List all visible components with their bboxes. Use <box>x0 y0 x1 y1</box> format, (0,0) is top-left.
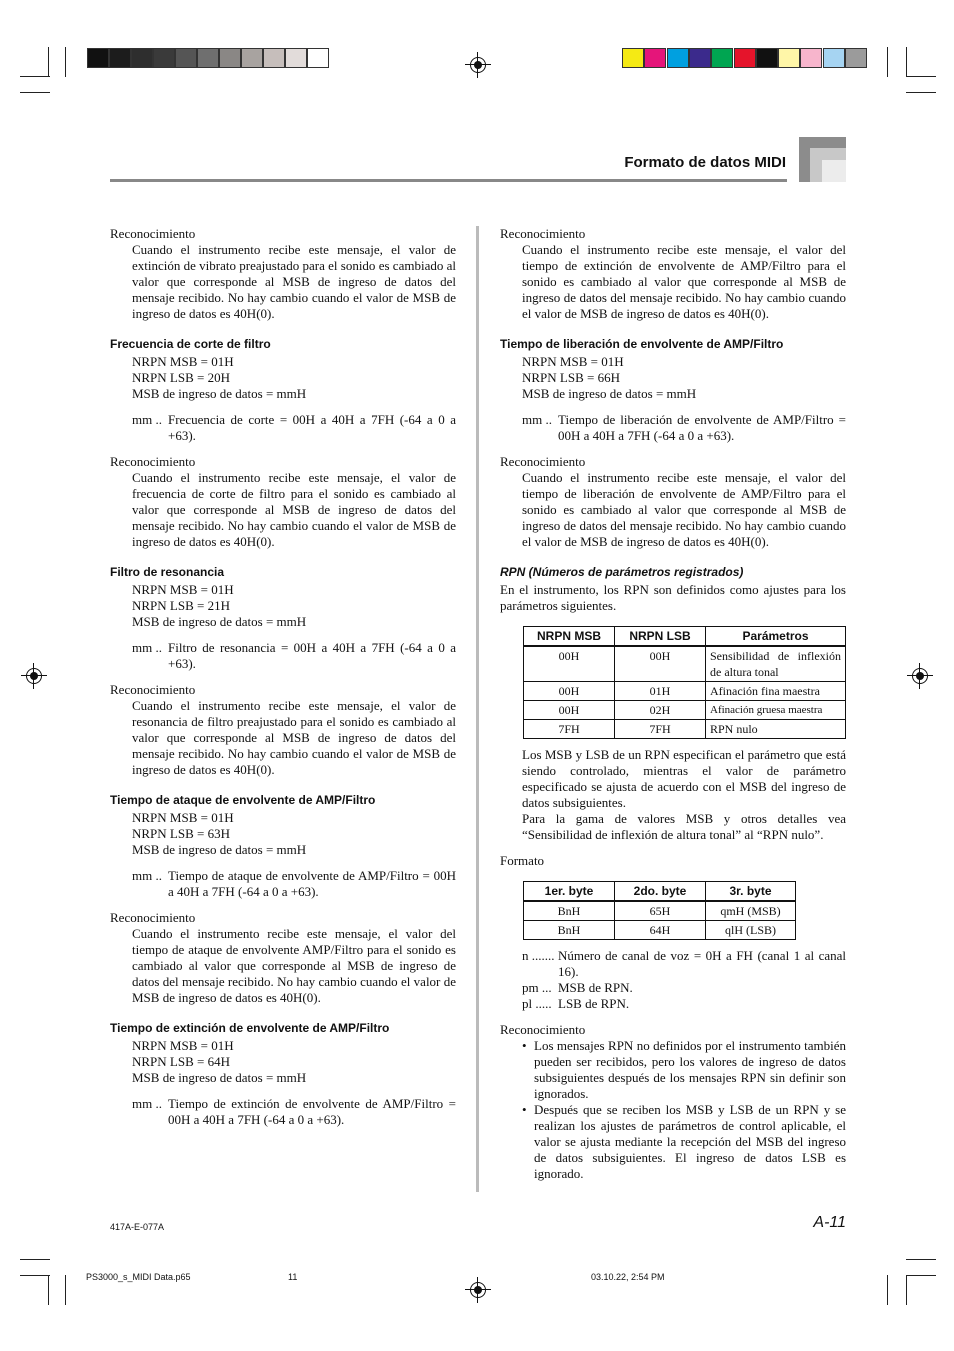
param-line: MSB de ingreso de datos = mmH <box>132 614 307 629</box>
recognition-label: Reconocimiento <box>110 910 196 925</box>
registration-mark-icon <box>21 663 47 689</box>
paragraph: Cuando el instrumento recibe este mensaje, el valor del tiempo de extinción de envolvente de AMP/Filtro para el sonido es cambiado al valor que corresponde al MSB de ingreso de datos del mensaje recibido. No hay cambio cuando el valor de MSB de ingreso de datos es 40H(0). <box>522 242 846 321</box>
table-row <box>524 701 846 720</box>
table-header: Parámetros <box>706 627 846 647</box>
color-swatch <box>87 48 109 68</box>
section-title: Tiempo de extinción de envolvente de AMP/Filtro <box>110 1021 390 1035</box>
color-swatch <box>756 48 778 68</box>
format-label: Formato <box>500 853 545 868</box>
recognition-label: Reconocimiento <box>110 226 196 241</box>
definition-item <box>500 996 846 1012</box>
table-row <box>524 720 846 739</box>
table-cell: 7FH <box>524 720 615 739</box>
color-swatch <box>689 48 711 68</box>
definition-label: n ....... <box>522 948 555 963</box>
section-title: Filtro de resonancia <box>110 565 225 579</box>
table-cell: 64H <box>615 921 706 940</box>
mm-label: mm .. <box>132 1096 162 1111</box>
recognition-label: Reconocimiento <box>500 226 586 241</box>
definition-label: pm ... <box>522 980 552 995</box>
color-swatch <box>734 48 756 68</box>
table-header: 1er. byte <box>524 882 615 902</box>
registration-mark-icon <box>465 1277 491 1303</box>
paragraph: Los MSB y LSB de un RPN especifican el parámetro que está siendo controlado, mientras el valor de parámetro especificado se ajusta de acuerdo con el MSB del ingreso de datos subsiguientes. <box>522 747 846 810</box>
table-cell: 00H <box>524 682 615 701</box>
mm-definition <box>110 412 456 444</box>
paragraph: Cuando el instrumento recibe este mensaje, el valor del tiempo de liberación de envolvente de AMP/Filtro para el sonido es cambiado al valor que corresponde al MSB de ingreso de datos del mensaje recibido. No hay cambio cuando el valor de MSB de ingreso de datos es 40H(0). <box>522 470 846 549</box>
table-cell: 00H <box>524 701 615 720</box>
format-table <box>523 881 796 940</box>
left-column <box>110 226 456 1128</box>
definition-text: LSB de RPN. <box>558 996 630 1011</box>
recognition-label: Reconocimiento <box>500 1022 586 1037</box>
file-name: PS3000_s_MIDI Data.p65 <box>86 1272 191 1282</box>
paragraph: Cuando el instrumento recibe este mensaje, el valor de extinción de vibrato preajustado para el sonido es cambiado al valor que corresponde al MSB de ingreso de datos del mensaje recibido. No hay cambio cuando el valor de MSB de ingreso de datos es 40H(0). <box>132 242 456 321</box>
bullet-icon: • <box>522 1038 527 1053</box>
section-title: RPN (Números de parámetros registrados) <box>500 565 744 579</box>
mm-label: mm .. <box>132 640 162 655</box>
section-title: Tiempo de ataque de envolvente de AMP/Filtro <box>110 793 376 807</box>
table-cell: 02H <box>615 701 706 720</box>
color-swatch <box>845 48 867 68</box>
paragraph: Cuando el instrumento recibe este mensaje, el valor de resonancia de filtro preajustado para el sonido es cambiado al valor que corresponde al MSB de ingreso de datos del mensaje recibido. No hay cambio cuando el valor de MSB de ingreso de datos es 40H(0). <box>132 698 456 777</box>
color-swatch <box>175 48 197 68</box>
right-column <box>500 226 846 1182</box>
color-swatch <box>667 48 689 68</box>
mm-definition <box>110 640 456 672</box>
param-line: MSB de ingreso de datos = mmH <box>132 842 307 857</box>
column-divider <box>476 226 479 1192</box>
definition-label: pl ..... <box>522 996 552 1011</box>
paragraph: Para la gama de valores MSB y otros detalles vea “Sensibilidad de inflexión de altura tonal” al “RPN nulo”. <box>522 811 846 842</box>
color-swatch <box>644 48 666 68</box>
sheet-number: 11 <box>288 1272 298 1282</box>
param-line: NRPN LSB = 20H <box>132 370 230 385</box>
table-row <box>524 901 796 921</box>
table-cell: qmH (MSB) <box>706 901 796 921</box>
param-line: MSB de ingreso de datos = mmH <box>132 1070 307 1085</box>
paragraph: Cuando el instrumento recibe este mensaje, el valor de frecuencia de corte de filtro para el sonido es cambiado al valor que corresponde al MSB de ingreso de datos del mensaje recibido. No hay cambio cuando el valor de MSB de ingreso de datos es 40H(0). <box>132 470 456 549</box>
table-header: NRPN MSB <box>524 627 615 647</box>
list-item <box>500 1038 846 1102</box>
table-header: 3r. byte <box>706 882 796 902</box>
paragraph: Cuando el instrumento recibe este mensaje, el valor del tiempo de ataque de envolvente AMP/Filtro para el sonido es cambiado al valor que corresponde al MSB de ingreso de datos del mensaje recibido. No hay cambio cuando el valor de MSB de ingreso de datos es 40H(0). <box>132 926 456 1005</box>
list-item-text: Los mensajes RPN no definidos por el instrumento también pueden ser recibidos, pero los valores de ingreso de datos subsiguientes después de los mensajes RPN sin definir son ignorados. <box>534 1038 846 1101</box>
recognition-label: Reconocimiento <box>500 454 586 469</box>
table-cell: RPN nulo <box>706 720 846 739</box>
recognition-label: Reconocimiento <box>110 454 196 469</box>
mm-text: Tiempo de extinción de envolvente de AMP/Filtro = 00H a 40H a 7FH (-64 a 0 a +63). <box>168 1096 456 1127</box>
table-header: NRPN LSB <box>615 627 706 647</box>
color-swatch <box>241 48 263 68</box>
param-line: NRPN LSB = 21H <box>132 598 230 613</box>
mm-text: Frecuencia de corte = 00H a 40H a 7FH (-64 a 0 a +63). <box>168 412 456 443</box>
table-cell: 01H <box>615 682 706 701</box>
table-cell: 00H <box>524 646 615 682</box>
param-line: NRPN LSB = 64H <box>132 1054 230 1069</box>
paragraph: En el instrumento, los RPN son definidos como ajustes para los parámetros siguientes. <box>500 582 846 613</box>
table-cell: qlH (LSB) <box>706 921 796 940</box>
table-cell: 65H <box>615 901 706 921</box>
registration-mark-icon <box>907 663 933 689</box>
color-swatch <box>778 48 800 68</box>
header-rule <box>110 179 787 182</box>
table-cell: Afinación gruesa maestra <box>706 701 846 720</box>
param-line: MSB de ingreso de datos = mmH <box>132 386 307 401</box>
color-swatch <box>622 48 644 68</box>
mm-label: mm .. <box>132 868 162 883</box>
table-cell: Afinación fina maestra <box>706 682 846 701</box>
recognition-label: Reconocimiento <box>110 682 196 697</box>
color-swatch <box>263 48 285 68</box>
color-swatch <box>823 48 845 68</box>
list-item <box>500 1102 846 1182</box>
table-cell: Sensibilidad de inflexión de altura tonal <box>706 646 846 682</box>
definition-text: MSB de RPN. <box>558 980 633 995</box>
color-swatch <box>153 48 175 68</box>
mm-text: Filtro de resonancia = 00H a 40H a 7FH (-64 a 0 a +63). <box>168 640 456 671</box>
definition-text: Número de canal de voz = 0H a FH (canal 1 al canal 16). <box>558 948 846 979</box>
mm-definition <box>110 868 456 900</box>
mm-text: Tiempo de liberación de envolvente de AMP/Filtro = 00H a 40H a 7FH (-64 a 0 a +63). <box>558 412 846 443</box>
table-row <box>524 682 846 701</box>
mm-label: mm .. <box>132 412 162 427</box>
mm-text: Tiempo de ataque de envolvente de AMP/Filtro = 00H a 40H a 7FH (-64 a 0 a +63). <box>168 868 456 899</box>
color-swatch <box>285 48 307 68</box>
table-cell: 00H <box>615 646 706 682</box>
section-title: Frecuencia de corte de filtro <box>110 337 271 351</box>
color-swatch <box>197 48 219 68</box>
document-code: 417A-E-077A <box>110 1222 165 1232</box>
registration-mark-icon <box>465 52 491 78</box>
page-number: A-11 <box>813 1214 846 1231</box>
param-line: NRPN MSB = 01H <box>132 810 234 825</box>
table-cell: BnH <box>524 901 615 921</box>
param-line: NRPN MSB = 01H <box>132 1038 234 1053</box>
definition-item <box>500 980 846 996</box>
param-line: NRPN MSB = 01H <box>132 582 234 597</box>
mm-definition <box>110 1096 456 1128</box>
section-title: Tiempo de liberación de envolvente de AMP/Filtro <box>500 337 784 351</box>
color-swatch <box>109 48 131 68</box>
table-row <box>524 646 846 682</box>
color-swatch <box>131 48 153 68</box>
mm-definition <box>500 412 846 444</box>
print-date: 03.10.22, 2:54 PM <box>591 1272 665 1282</box>
color-swatch <box>800 48 822 68</box>
mm-label: mm .. <box>522 412 552 427</box>
param-line: NRPN LSB = 66H <box>522 370 620 385</box>
page-header-title: Formato de datos MIDI <box>624 154 786 171</box>
param-line: MSB de ingreso de datos = mmH <box>522 386 697 401</box>
rpn-table <box>523 626 846 739</box>
param-line: NRPN MSB = 01H <box>522 354 624 369</box>
list-item-text: Después que se reciben los MSB y LSB de un RPN y se realizan los ajustes de parámetros de control aplicable, el valor se ajusta mediante la recepción del MSB del ingreso de datos subsiguientes. El ingreso de datos LSB es ignorado. <box>534 1102 846 1181</box>
color-swatch <box>219 48 241 68</box>
table-cell: 7FH <box>615 720 706 739</box>
table-header: 2do. byte <box>615 882 706 902</box>
color-swatch <box>307 48 329 68</box>
table-row <box>524 921 796 940</box>
definition-item <box>500 948 846 980</box>
param-line: NRPN LSB = 63H <box>132 826 230 841</box>
bullet-icon: • <box>522 1102 527 1117</box>
param-line: NRPN MSB = 01H <box>132 354 234 369</box>
color-swatch <box>711 48 733 68</box>
table-cell: BnH <box>524 921 615 940</box>
